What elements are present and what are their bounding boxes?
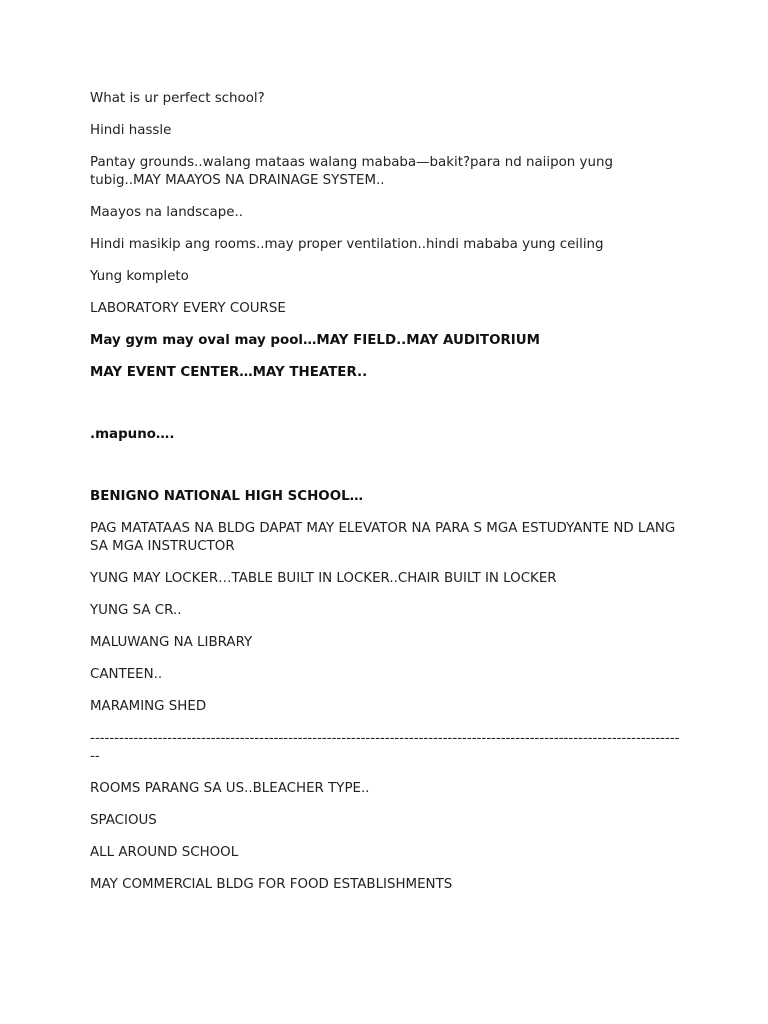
text-line: Pantay grounds..walang mataas walang mababa—bakit?para nd naiipon yung tubig..MAY MAAYOS NA DRAINAGE SYSTEM.. <box>90 155 613 188</box>
text-line: MALUWANG NA LIBRARY <box>90 635 253 650</box>
text-line: MARAMING SHED <box>90 699 207 714</box>
text-line: PAG MATATAAS NA BLDG DAPAT MAY ELEVATOR NA PARA S MGA ESTUDYANTE ND LANG SA MGA INSTRUCTOR <box>90 521 676 554</box>
text-line: ROOMS PARANG SA US..BLEACHER TYPE.. <box>90 781 370 796</box>
text-line: ALL AROUND SCHOOL <box>90 845 239 860</box>
text-line: Hindi hassle <box>90 123 172 138</box>
bold-line: MAY EVENT CENTER…MAY THEATER.. <box>90 365 368 380</box>
text-line: YUNG MAY LOCKER…TABLE BUILT IN LOCKER..CHAIR BUILT IN LOCKER <box>90 571 557 586</box>
school-name-heading: BENIGNO NATIONAL HIGH SCHOOL… <box>90 489 363 504</box>
bold-line: .mapuno…. <box>90 427 175 442</box>
text-line: LABORATORY EVERY COURSE <box>90 301 286 316</box>
dashed-divider: ---------------------------------------------------------------------------------------------------------------------------- <box>90 731 680 764</box>
document-body <box>90 90 680 908</box>
text-line: Hindi masikip ang rooms..may proper ventilation..hindi mababa yung ceiling <box>90 237 604 252</box>
text-line: CANTEEN.. <box>90 667 163 682</box>
bold-line: May gym may oval may pool…MAY FIELD..MAY AUDITORIUM <box>90 333 540 348</box>
text-line: MAY COMMERCIAL BLDG FOR FOOD ESTABLISHMENTS <box>90 877 453 892</box>
text-line: YUNG SA CR.. <box>90 603 182 618</box>
text-line: SPACIOUS <box>90 813 157 828</box>
question-line: What is ur perfect school? <box>90 91 265 106</box>
text-line: Yung kompleto <box>90 269 189 284</box>
text-line: Maayos na landscape.. <box>90 205 243 220</box>
